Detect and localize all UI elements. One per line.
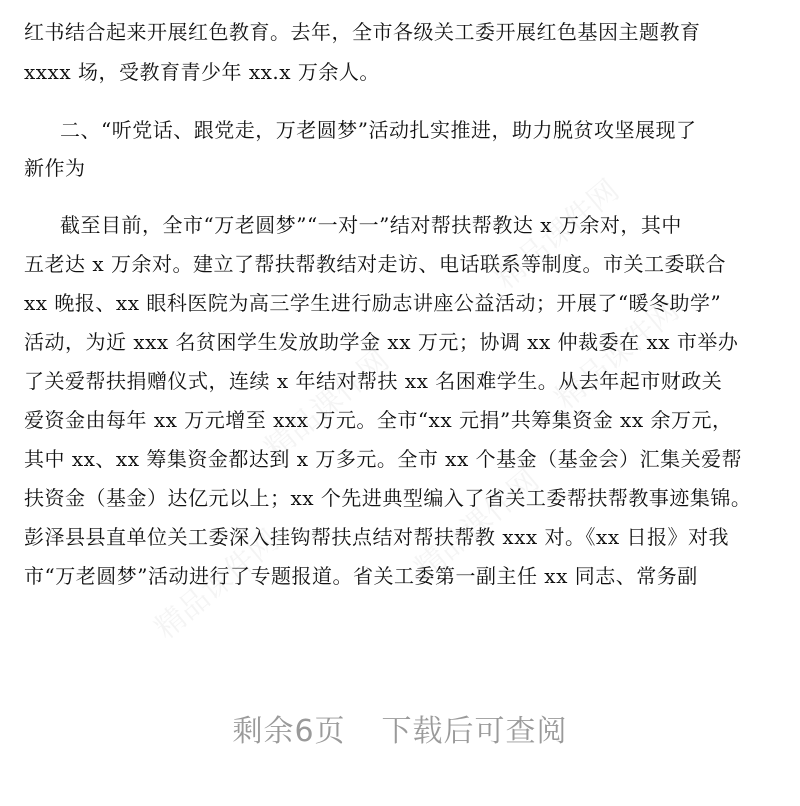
- paragraph-line: 活动，为近 xxx 名贫困学生发放助学金 xx 万元；协调 xx 仲裁委在 xx 市举办: [24, 330, 739, 354]
- section-heading-continued: 新作为: [24, 156, 86, 180]
- watermark: 精品课件网: [548, 293, 686, 417]
- watermark: 精品课件网: [408, 463, 546, 587]
- section-heading: 二、“听党话、跟党走，万老圆梦”活动扎实推进，助力脱贫攻坚展现了: [60, 118, 697, 142]
- paragraph-line: 五老达 x 万余对。建立了帮扶帮教结对走访、电话联系等制度。市关工委联合: [24, 252, 726, 276]
- paragraph-line: 市“万老圆梦”活动进行了专题报道。省关工委第一副主任 xx 同志、常务副: [24, 564, 698, 588]
- paragraph-line: xx 晚报、xx 眼科医院为高三学生进行励志讲座公益活动；开展了“暖冬助学”: [24, 291, 722, 315]
- remaining-pages-label: 剩余6页: [232, 714, 346, 749]
- paragraph-line: 了关爱帮扶捐赠仪式，连续 x 年结对帮扶 xx 名困难学生。从去年起市财政关: [24, 369, 723, 393]
- paragraph-line: 彭泽县县直单位关工委深入挂钩帮扶点结对帮扶帮教 xxx 对。《xx 日报》对我: [24, 525, 729, 549]
- paragraph-line: 截至目前，全市“万老圆梦”“一对一”结对帮扶帮教达 x 万余对，其中: [60, 213, 682, 237]
- paragraph-line: 其中 xx、xx 筹集资金都达到 x 万多元。全市 xx 个基金（基金会）汇集关爱帮: [24, 447, 743, 471]
- paragraph-line: 爱资金由每年 xx 万元增至 xxx 万元。全市“xx 元捐”共筹集资金 xx 余万元，: [24, 408, 733, 432]
- watermark: 精品课件网: [258, 343, 396, 467]
- download-to-view-label: 下载后可查阅: [381, 714, 568, 749]
- download-prompt[interactable]: [0, 706, 800, 750]
- watermark: 精品课件网: [148, 523, 286, 647]
- paragraph-line: 扶资金（基金）达亿元以上；xx 个先进典型编入了省关工委帮扶帮教事迹集锦。: [24, 486, 752, 510]
- text-line: 红书结合起来开展红色教育。去年，全市各级关工委开展红色基因主题教育: [24, 20, 701, 44]
- watermark: 精品课件网: [488, 173, 626, 297]
- text-line: xxxx 场，受教育青少年 xx.x 万余人。: [24, 60, 380, 84]
